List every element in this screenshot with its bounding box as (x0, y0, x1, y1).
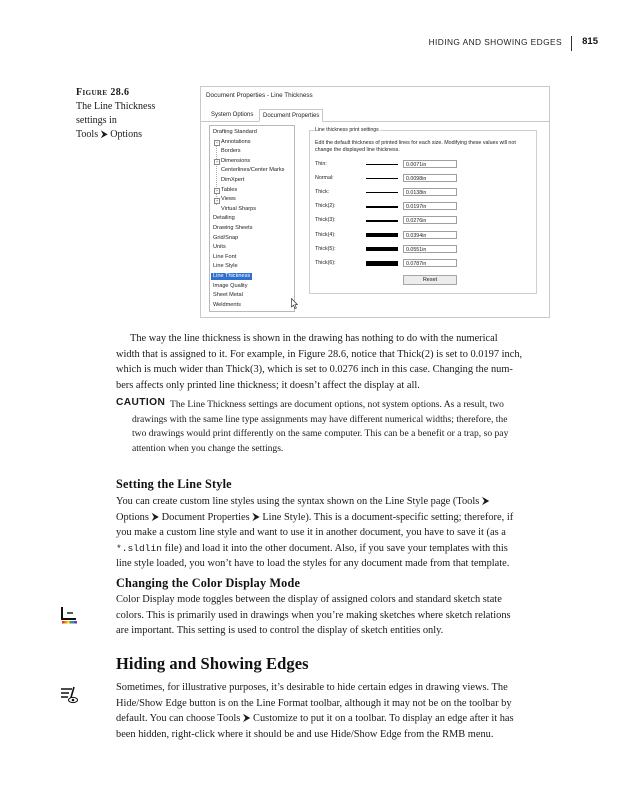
tree-item[interactable]: Views (221, 196, 236, 203)
figure-label: Figure 28.6 (76, 87, 130, 98)
expand-icon[interactable]: + (215, 197, 219, 203)
section-heading: Setting the Line Style (116, 477, 232, 491)
thickness-sample-line (366, 178, 398, 179)
thickness-label: Normal: (315, 175, 334, 182)
paragraph (116, 680, 560, 742)
text-line: Sometimes, for illustrative purposes, it’s desirable to hide certain edges in drawing views. The (116, 682, 508, 693)
expand-icon[interactable]: + (215, 159, 219, 165)
dialog-title: Document Properties - Line Thickness (206, 92, 313, 99)
paragraph (116, 494, 560, 572)
text-line (116, 541, 560, 557)
figure-caption (76, 86, 186, 142)
tree-item[interactable]: Drafting Standard (213, 129, 257, 135)
caution-label: CAUTION (116, 397, 166, 408)
thickness-input[interactable]: 0.0551in (403, 245, 457, 253)
caption-line: Tools ⮞ Options (76, 129, 142, 140)
section-heading: Changing the Color Display Mode (116, 576, 301, 590)
thickness-input[interactable]: 0.0098in (403, 174, 457, 182)
tree-connector-line (216, 140, 217, 205)
text-line: attention when you change the settings. (132, 442, 284, 454)
tab-strip (201, 109, 549, 122)
thickness-label: Thick: (315, 189, 330, 196)
caution-text (116, 398, 546, 456)
thickness-input[interactable]: 0.0276in (403, 216, 457, 224)
running-title: HIDING AND SHOWING EDGES (428, 37, 562, 47)
tree-item[interactable]: DimXpert (221, 177, 245, 183)
paragraph (116, 592, 560, 639)
tree-item[interactable]: Detailing (213, 215, 235, 222)
thickness-label: Thick(3): (315, 217, 336, 224)
tree-item[interactable]: Tables (221, 186, 238, 193)
tree-item[interactable]: Weldments (213, 301, 241, 308)
text-line: drawings with the same line type assignments may have different numerical widths; therefore, the (132, 413, 508, 425)
text-line: bers affects only printed line thickness; it doesn’t affect the display at all. (116, 379, 420, 391)
thickness-sample-line (366, 247, 398, 251)
group-title: Line thickness print settings (315, 127, 379, 133)
thickness-input[interactable]: 0.0787in (403, 259, 457, 267)
text-line: colors. This is primarily used in drawings when you’re making sketches where sketch relations (116, 609, 511, 621)
text-line: two drawings would print differently on the same computer. This can be a benefit or a trap, so pay (132, 428, 509, 440)
tree-item[interactable]: Borders (221, 148, 241, 155)
thickness-sample-line (366, 261, 398, 266)
thickness-input[interactable]: 0.0138in (403, 188, 457, 196)
paragraph (116, 331, 560, 393)
tree-item[interactable]: Centerlines/Center Marks (221, 167, 285, 174)
text-line: The way the line thickness is shown in the drawing has nothing to do with the numerical (130, 333, 498, 344)
tree-item[interactable]: Image Quality (213, 282, 248, 289)
thickness-sample-line (366, 164, 398, 165)
dialog-screenshot (200, 86, 550, 318)
caption-line: The Line Thickness (76, 101, 156, 112)
thickness-input[interactable]: 0.0071in (403, 160, 457, 168)
tree-item[interactable]: Sheet Metal (213, 292, 243, 299)
tree-item[interactable]: Units (213, 244, 226, 251)
text-line: Hide/Show Edge button is on the Line Format toolbar, although it may not be on the toolbar by (116, 697, 512, 709)
header-rule (571, 36, 572, 51)
code-filename: *.sldlin (116, 542, 163, 554)
tree-item[interactable]: Grid/Snap (213, 234, 239, 241)
mouse-cursor-icon (291, 298, 298, 309)
tree-item[interactable]: Virtual Sharps (221, 205, 257, 212)
text-line: which is much wider than Thick(3), which is set to 0.0276 inch in this case. Changing the num- (116, 364, 513, 376)
running-header (0, 36, 598, 52)
text-line: Color Display mode toggles between the display of assigned colors and standard sketch state (116, 594, 502, 605)
thickness-label: Thick(6): (315, 259, 336, 266)
thickness-sample-line (366, 220, 398, 222)
thickness-label: Thick(4): (315, 231, 336, 238)
text-line: are important. This setting is used to control the display of sketch entities only. (116, 625, 444, 637)
tree-item[interactable]: Line Font (213, 253, 237, 260)
text-line: The Line Thickness settings are document options, not system options. As a result, two (170, 399, 504, 410)
hide-show-edge-icon (58, 684, 80, 706)
options-tree (209, 125, 295, 312)
tree-item[interactable]: Annotations (221, 138, 251, 145)
thickness-sample-line (366, 192, 398, 193)
text-line: You can create custom line styles using the syntax shown on the Line Style page (Tools ⮞ (116, 496, 490, 507)
text-fragment: file) and load it into the other document. Also, if you save your templates with this (162, 542, 508, 554)
text-line: width that is assigned to it. For example, in Figure 28.6, notice that Thick(2) is set to 0.0197 inch, (116, 348, 523, 360)
section-heading: Hiding and Showing Edges (116, 654, 309, 673)
tree-item[interactable]: Line Thickness (213, 273, 251, 279)
thickness-label: Thick(2): (315, 203, 336, 210)
tree-item[interactable]: Dimensions (221, 157, 251, 164)
expand-icon[interactable]: + (215, 188, 219, 194)
text-line: default. You can choose Tools ⮞ Customize to put it on a toolbar. To display an edge after it has (116, 713, 514, 725)
text-line: Options ⮞ Document Properties ⮞ Line Style). This is a document-specific setting; therefore, if (116, 511, 514, 523)
tab-system-options[interactable]: System Options (211, 112, 254, 118)
text-line: you make a custom line style and want to use it in another document, you have to save it (as a (116, 527, 506, 539)
expand-icon[interactable]: + (215, 140, 219, 146)
thickness-label: Thin: (315, 161, 327, 167)
line-thickness-group (309, 127, 537, 294)
thickness-input[interactable]: 0.0394in (403, 231, 457, 239)
color-display-icon (58, 604, 80, 626)
group-description: Edit the default thickness of printed lines for each size. Modifying these values will not change the displayed line thickness. (315, 140, 516, 153)
text-line: line style loaded, you won’t have to load the styles for any document made from that template. (116, 558, 510, 570)
reset-button[interactable]: Reset (403, 275, 457, 285)
thickness-sample-line (366, 233, 398, 236)
caption-line: settings in (76, 115, 117, 126)
thickness-input[interactable]: 0.0197in (403, 202, 457, 210)
thickness-label: Thick(5): (315, 245, 336, 252)
tab-document-properties[interactable]: Document Properties (259, 109, 323, 122)
tree-item[interactable]: Drawing Sheets (213, 225, 253, 231)
thickness-sample-line (366, 206, 398, 208)
tree-item[interactable]: Line Style (213, 263, 238, 270)
page-number: 815 (582, 36, 598, 47)
text-line: been hidden, right-click where it should be and use Hide/Show Edge from the RMB menu. (116, 728, 494, 740)
